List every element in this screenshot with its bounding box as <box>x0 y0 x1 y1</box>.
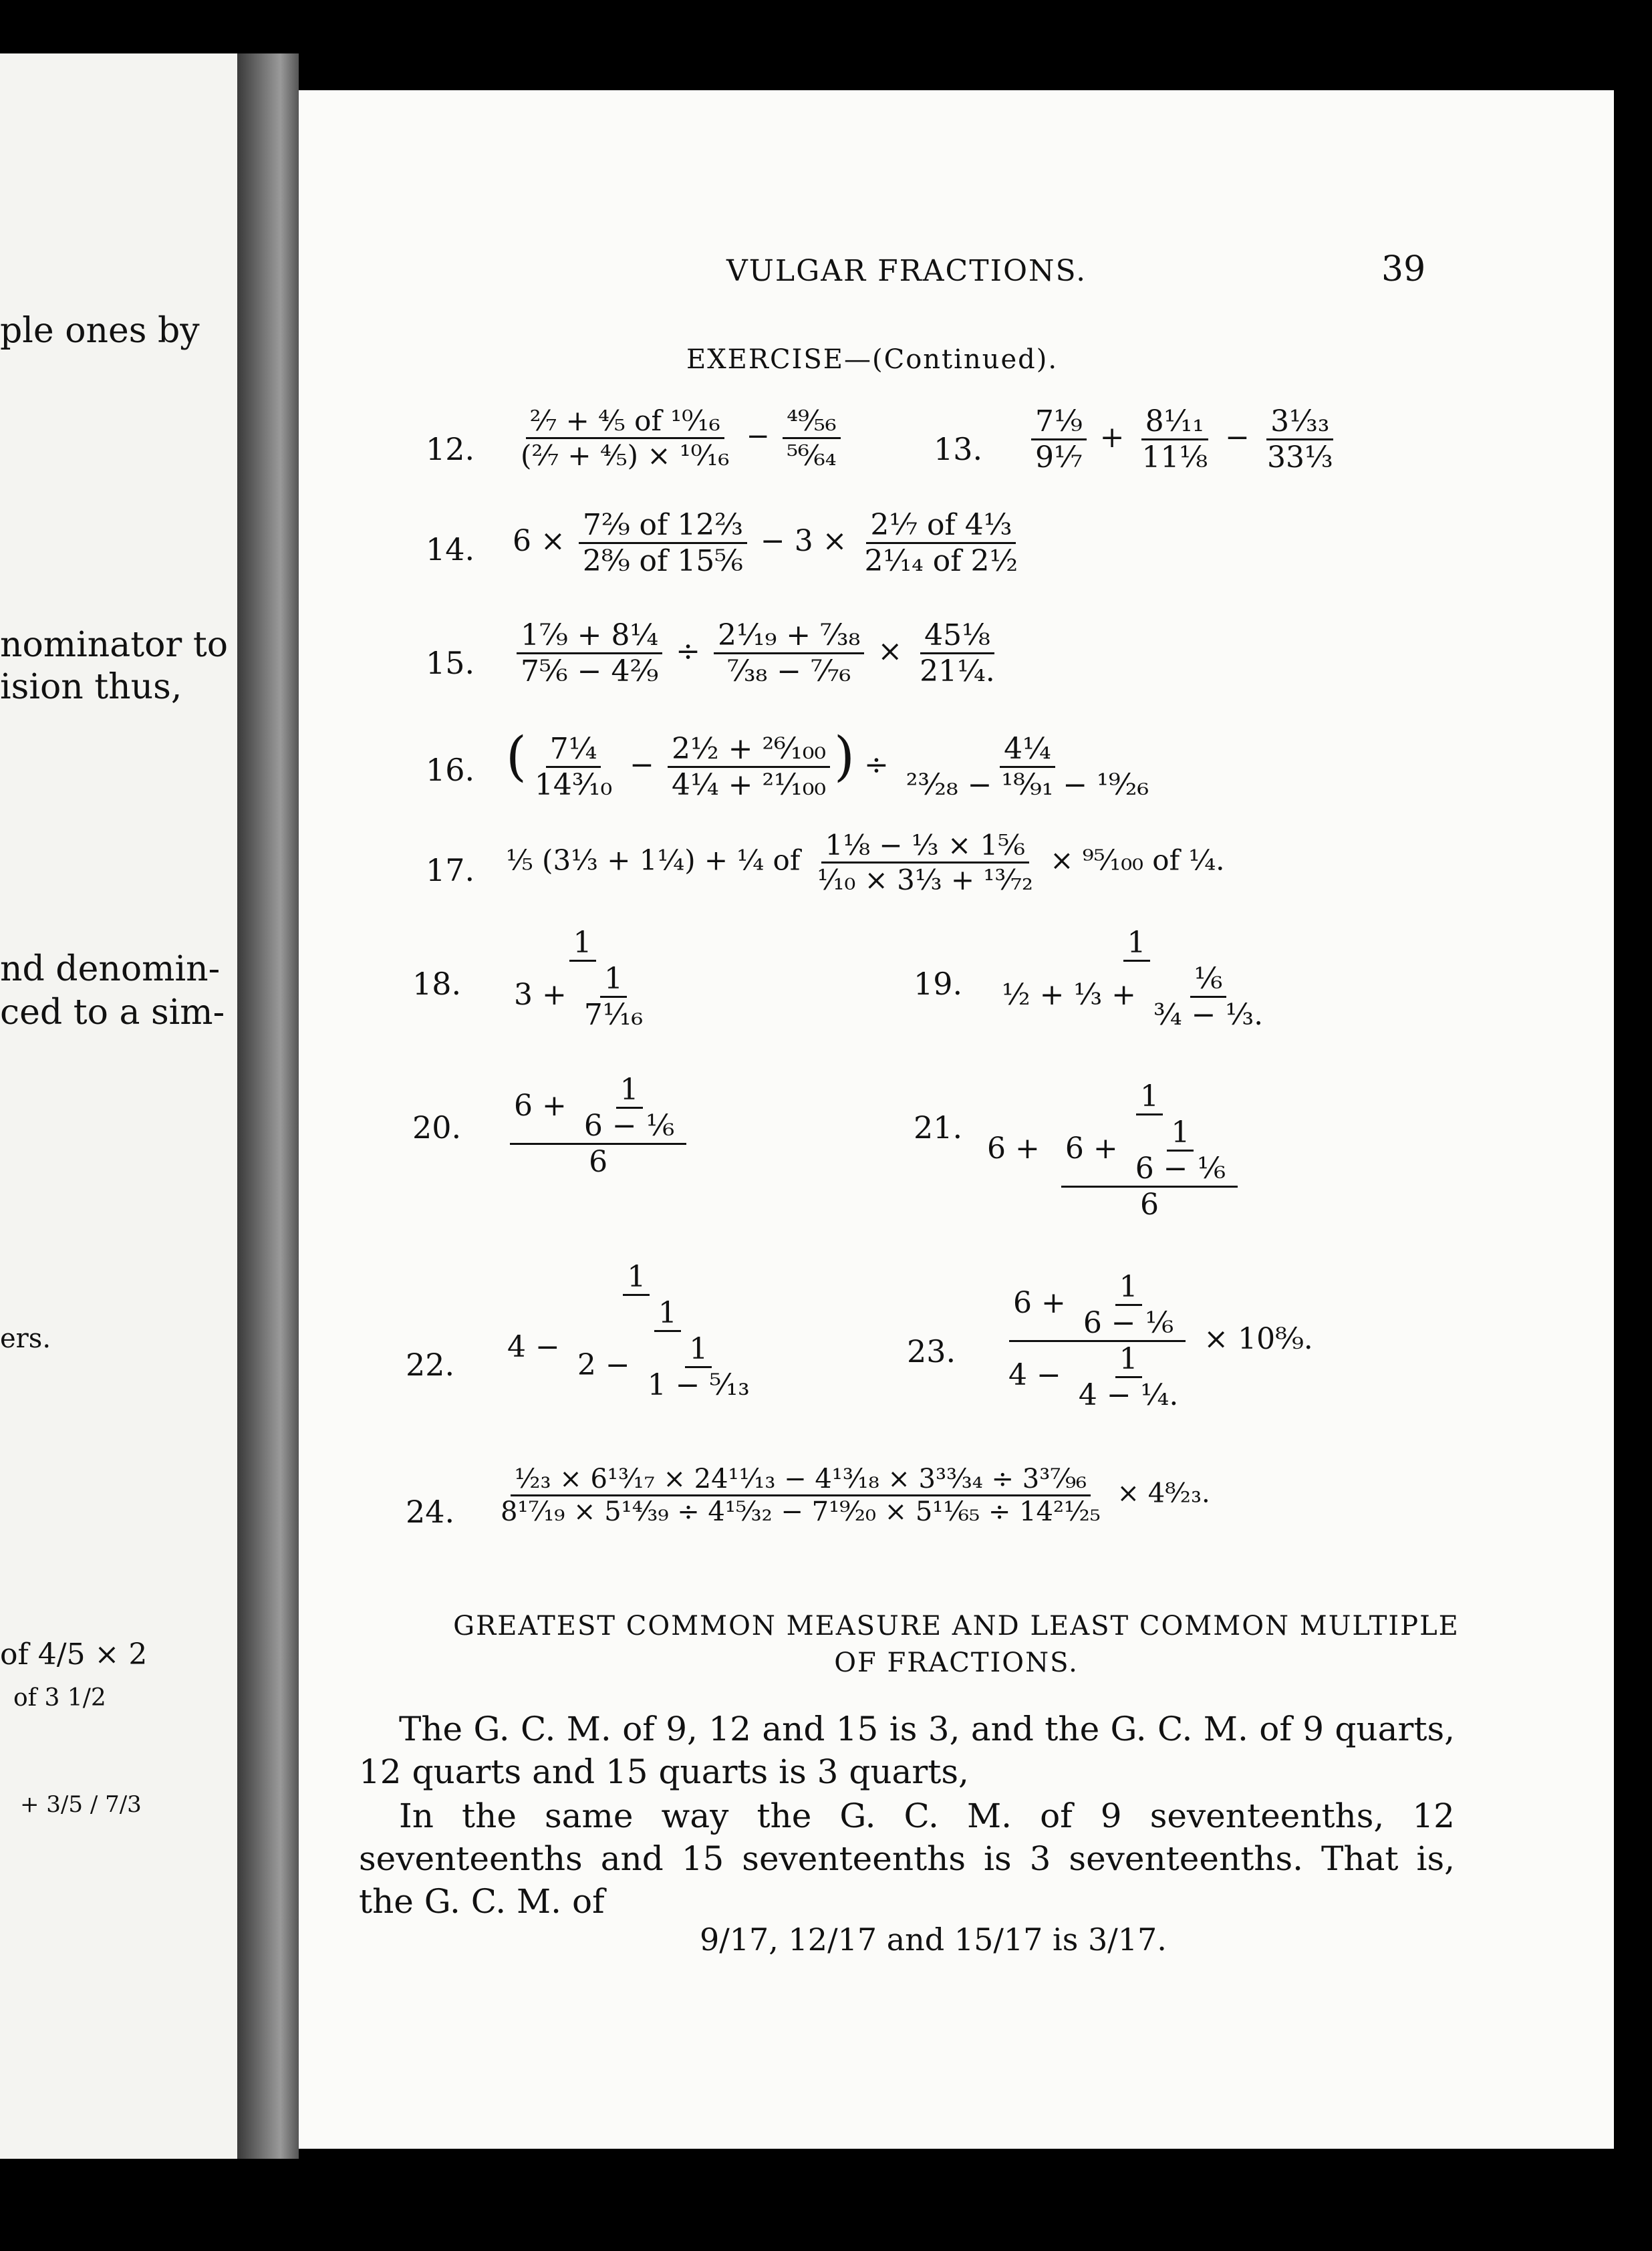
exercise-20-expression: 6 + $\frac{1}{\text{6 − ⅙}}$ 6 <box>506 1073 690 1179</box>
exercise-number: 20. <box>412 1109 462 1146</box>
exercise-14-expression: 6 × $\frac{\text{7²⁄₉ of 12⅔}}{\text{2⁸⁄₉ of 15⅚}}$ − 3 × $\frac{\text{2⅐ of 4⅓}}{\text{2¹⁄₁₄ of 2½}}$ <box>513 508 1018 578</box>
left-line: nominator to <box>0 625 229 665</box>
book-page <box>299 90 1614 2149</box>
left-line: of 3 1/2 <box>13 1684 106 1712</box>
exercise-number: 18. <box>412 966 462 1002</box>
exercise-24-expression: $\frac{\text{¹⁄₂₃ × 6¹³⁄₁₇ × 24¹¹⁄₁₃ − 4¹³⁄₁₈ × 3³³⁄₃₄ ÷ 3³⁷⁄₉₆}}{\text{8¹⁷⁄₁₉ × 5¹⁴⁄₃₉ ÷ 4¹⁵⁄₃₂ − 7¹⁹⁄₂₀ × 5¹¹⁄₆₅ ÷ 14²¹⁄₂₅}}$ × 4⁸⁄₂₃. <box>501 1464 1210 1527</box>
paragraph: In the same way the G. C. M. of 9 seventeenths, 12 seventeenths and 15 seventeenths is 3 seventeenths. That is, the G. C. M. of <box>359 1797 1455 1921</box>
exercise-16-expression: ( $\frac{\text{7¼}}{\text{14³⁄₁₀}}$ − $\frac{\text{2½ + ²⁶⁄₁₀₀}}{\text{4¼ + ²¹⁄₁₀₀}}$ ) ÷ $\frac{\text{4¼}}{\text{²³⁄₂₈ − ¹⁸⁄₉₁ − ¹⁹⁄₂₆}}$ <box>506 725 1149 802</box>
exercise-number: 15. <box>426 645 475 681</box>
exercise-number: 24. <box>406 1494 455 1530</box>
book-spine <box>237 53 299 2159</box>
section-title: GREATEST COMMON MEASURE AND LEAST COMMON MULTIPLE <box>453 1611 1460 1641</box>
left-line: + 3/5 / 7/3 <box>20 1791 142 1818</box>
exercise-number: 22. <box>406 1347 455 1383</box>
exercise-12-expression: $\frac{\text{²⁄₇ + ⁴⁄₅ of ¹⁰⁄₁₆}}{\text{(²⁄₇ + ⁴⁄₅) × ¹⁰⁄₁₆}}$ − $\frac{\text{⁴⁹⁄₅₆}}{\text{⁵⁶⁄₆₄}}$ <box>513 404 845 472</box>
exercise-number: 23. <box>907 1333 956 1369</box>
left-line: ple ones by <box>0 311 200 351</box>
exercise-15-expression: $\frac{\text{1⁷⁄₉ + 8¼}}{\text{7⅚ − 4²⁄₉}}$ ÷ $\frac{\text{2¹⁄₁₉ + ⁷⁄₃₈}}{\text{⁷⁄₃₈ − ⁷⁄₇₆}}$ × $\frac{\text{45⅛}}{\text{21¼.}}$ <box>513 618 1003 688</box>
left-line: ced to a sim- <box>0 992 225 1033</box>
left-line: ers. <box>0 1323 51 1354</box>
exercise-17-expression: ⅕ (3⅓ + 1¼) + ¼ of $\frac{\text{1⅛ − ⅓ × 1⅚}}{\text{⅒ × 3⅓ + ¹³⁄₇₂}}$ × ⁹⁵⁄₁₀₀ of ¼. <box>506 829 1225 896</box>
exercise-title: EXERCISE—(Continued). <box>686 344 1059 375</box>
exercise-number: 21. <box>914 1109 963 1146</box>
exercise-number: 19. <box>914 966 963 1002</box>
left-line: nd denomin- <box>0 949 221 989</box>
exercise-22-expression: 1 4 − 1 2 − $\frac{1}{\text{1 − ⁵⁄₁₃}}$ <box>507 1260 750 1402</box>
exercise-23-expression: 6 + $\frac{1}{\text{6 − ⅙}}$ 4 − $\frac{1}{\text{4 − ¼.}}$ × 10⁸⁄₉. <box>1008 1270 1313 1412</box>
paragraph: The G. C. M. of 9, 12 and 15 is 3, and the G. C. M. of 9 quarts, 12 quarts and 15 quarts is 3 quarts, <box>359 1710 1455 1791</box>
running-head: VULGAR FRACTIONS. <box>726 254 1087 288</box>
exercise-19-expression: 1 ½ + ⅓ + $\frac{\text{⅙}}{\text{¾ − ⅓.}}$ <box>1002 926 1264 1032</box>
exercise-number: 17. <box>426 852 475 888</box>
section-title: OF FRACTIONS. <box>834 1647 1079 1678</box>
exercise-13-expression: $\frac{\text{7⅑}}{\text{9⅐}}$ + $\frac{\text{8¹⁄₁₁}}{\text{11⅛}}$ − $\frac{\text{3¹⁄₃₃}}{\text{33⅓}}$ <box>1027 404 1341 475</box>
formula-line: 9/17, 12/17 and 15/17 is 3/17. <box>700 1922 1167 1958</box>
exercise-number: 14. <box>426 531 475 567</box>
exercise-21-expression: 6 + 1 6 + $\frac{1}{\text{6 − ⅙}}$ 6 <box>987 1079 1250 1222</box>
left-facing-page <box>0 53 237 2159</box>
exercise-number: 12. <box>426 431 475 467</box>
exercise-number: 13. <box>934 431 983 467</box>
page-number: 39 <box>1381 249 1426 289</box>
left-line: of 4/5 × 2 <box>0 1637 148 1672</box>
exercise-number: 16. <box>426 752 475 788</box>
exercise-18-expression: 1 3 + $\frac{1}{\text{7¹⁄₁₆}}$ <box>514 926 644 1032</box>
left-line: ision thus, <box>0 667 182 707</box>
